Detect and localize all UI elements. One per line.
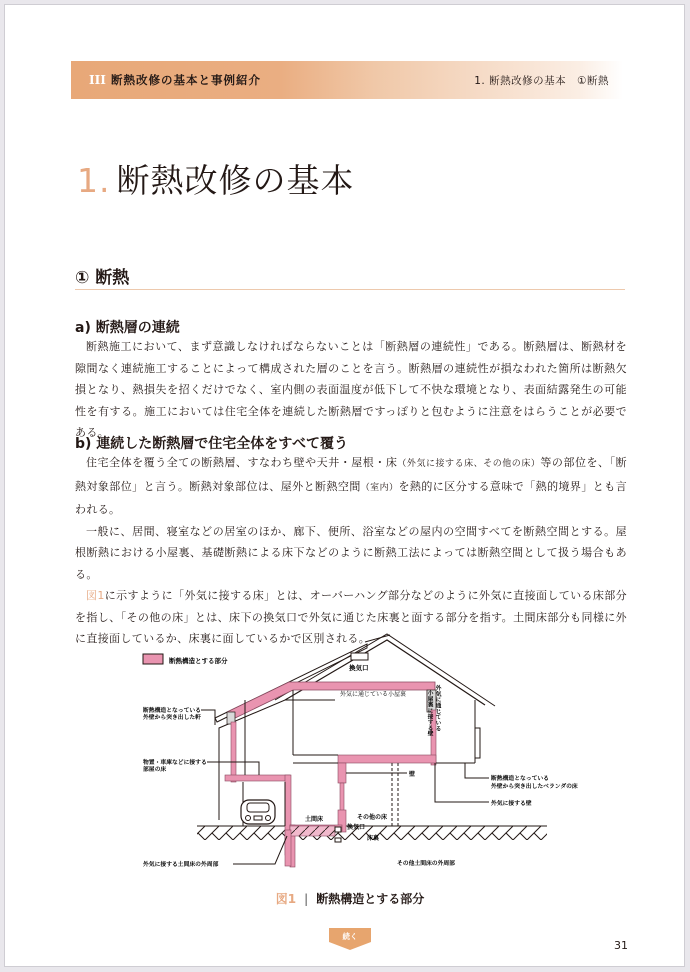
chapter-title [77,155,355,202]
subsection-b-heading: b) 連続した断熱層で住宅全体をすべて覆う [75,436,349,452]
continue-label: 続く [342,932,358,941]
svg-text:土間床: 土間床 [305,816,324,823]
svg-text:その他土間床の外周部: その他土間床の外周部 [397,861,455,867]
svg-text:換気口: 換気口 [349,664,369,672]
header-band [71,61,623,99]
svg-text:外壁から突き出した軒: 外壁から突き出した軒 [143,715,201,721]
svg-text:壁: 壁 [409,771,416,778]
section-title: ① 断熱 [75,268,130,288]
paragraph: 断熱施工において、まず意識しなければならないことは「断熱層の連続性」である。断熱層は、断熱材を隙間なく連続施工することによって構成された層のことを言う。断熱層の連続性が損なわれた箇所は断熱欠損となり、熱損失を招くだけでなく、室内側の表面温度が低下して不快な環境となり、表面結露発生の可能性を有する。施工においては住宅全体を連続した断熱層ですっぽりと包むように注意をはらうことが必要である。 [75,340,627,439]
subsection-a-heading: a) 断熱層の連続 [75,320,180,336]
svg-text:断熱構造とする部分: 断熱構造とする部分 [169,657,228,665]
paragraph: 住宅全体を覆う全ての断熱層、すなわち壁や天井・屋根・床（外気に接する床、その他の床）等の部位を、「断熱対象部位」と言う。断熱対象部位は、屋外と断熱空間（室内）を熱的に区分する意味で「熱的境界」とも言われる。 [75,456,628,516]
svg-text:換気口: 換気口 [347,824,366,831]
svg-text:外気に通じている: 外気に通じている [434,685,440,732]
subsection-b-body [75,452,627,650]
section-path: 1. 断熱改修の基本 ①断熱 [474,74,609,87]
car-icon [241,800,275,824]
svg-text:物置・車庫などに接する: 物置・車庫などに接する [143,760,207,766]
svg-text:外気に接する土間床の外周部: 外気に接する土間床の外周部 [143,862,219,868]
figure-reference-link[interactable]: 図1 [86,589,105,602]
caption-separator: | [304,892,309,906]
svg-text:床裏: 床裏 [367,835,380,842]
figure-number: 図1 [275,892,297,906]
chapter-number: 1. [77,161,111,200]
svg-text:部屋の床: 部屋の床 [143,767,167,773]
insulation-figure [135,630,615,875]
paragraph: 図1に示すように「外気に接する床」とは、オーバーハング部分などのように外気に直接面している床部分を指し、「その他の床」とは、床下の換気口で外気に通じた床裏と面する部分を指す。土間床部分も同様に外に直接面しているか、床裏に面しているかで区別される。 [75,589,627,645]
paragraph: 一般に、居間、寝室などの居室のほか、廊下、便所、浴室などの屋内の空間すべてを断熱空間とする。屋根断熱における小屋裏、基礎断熱による床下などのように断熱工法によっては断熱空間として扱う場合もある。 [75,524,627,581]
section-divider [75,289,625,290]
chapter-title-text: 断熱改修の基本 [116,161,355,200]
svg-text:断熱構造となっている: 断熱構造となっている [491,776,549,782]
svg-text:断熱構造となっている: 断熱構造となっている [143,708,201,714]
page-number: 31 [614,939,628,952]
continue-button[interactable] [329,928,371,950]
svg-text:外壁から突き出したベランダの床: 外壁から突き出したベランダの床 [491,784,578,790]
part-title: 断熱改修の基本と事例紹介 [111,73,261,87]
subsection-a-body [75,336,627,444]
svg-text:外気に通じている小屋裏: 外気に通じている小屋裏 [340,691,407,698]
figure-caption [5,890,690,907]
house-section-diagram [135,630,615,875]
svg-text:小屋裏に接する壁: 小屋裏に接する壁 [426,690,432,737]
svg-text:外気に接する壁: 外気に接する壁 [491,801,532,807]
part-numeral: III [89,73,106,87]
document-page [4,4,685,967]
svg-text:その他の床: その他の床 [357,814,388,821]
figure-caption-text: 断熱構造とする部分 [316,892,425,906]
